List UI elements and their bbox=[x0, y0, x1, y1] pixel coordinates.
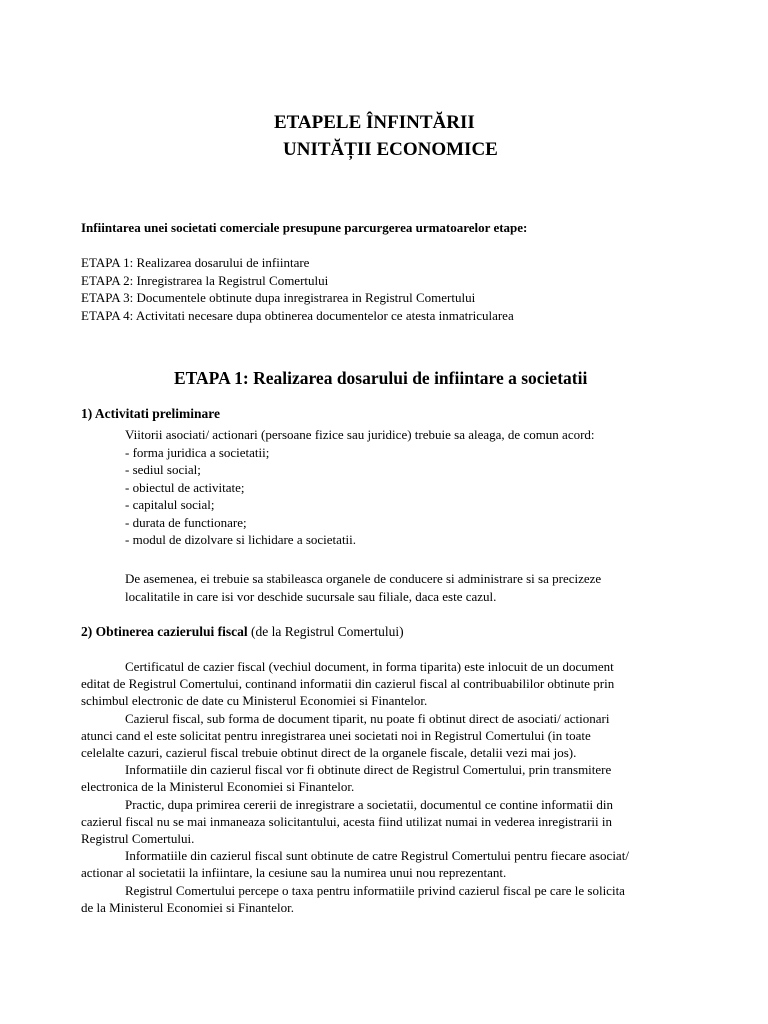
paragraph-line: Registrul Comertului percepe o taxa pentru informatiile privind cazierul fiscal pe care le solicita bbox=[125, 882, 625, 898]
step-item: ETAPA 3: Documentele obtinute dupa inregistrarea in Registrul Comertului bbox=[81, 290, 476, 305]
document-title-line-2: UNITĂȚII ECONOMICE bbox=[283, 139, 498, 160]
steps-list bbox=[81, 254, 514, 324]
list-line: - obiectul de activitate; bbox=[125, 479, 245, 495]
paragraph-line: schimbul electronic de date cu Ministerul Economiei si Finantelor. bbox=[81, 693, 428, 709]
note-line: localitatile in care isi vor deschide sucursale sau filiale, daca este cazul. bbox=[125, 588, 497, 604]
paragraph bbox=[81, 710, 708, 762]
paragraph-line: Practic, dupa primirea cererii de inregistrare a societatii, documentul ce contine informatii din bbox=[125, 796, 614, 812]
paragraph bbox=[81, 796, 708, 848]
list-line: Viitorii asociati/ actionari (persoane fizice sau juridice) trebuie sa aleaga, de comun acord: bbox=[125, 427, 595, 442]
subsection-1-heading: 1) Activitati preliminare bbox=[81, 406, 220, 421]
paragraph-line: cazierul fiscal nu se mai inmaneaza solicitantului, acesta fiind utilizat numai in vederea inregistrarii in bbox=[81, 813, 612, 829]
list-line: - modul de dizolvare si lichidare a societatii. bbox=[125, 532, 357, 547]
list-line: - durata de functionare; bbox=[125, 514, 247, 530]
paragraph-line: actionar al societatii la infiintare, la cesiune sau la numirea unui nou reprezentant. bbox=[81, 865, 507, 881]
list-line: - sediul social; bbox=[125, 462, 201, 477]
paragraph bbox=[81, 761, 708, 795]
paragraph-line: Informatiile din cazierul fiscal vor fi obtinute direct de Registrul Comertului, prin transmitere bbox=[125, 762, 612, 778]
step-item: ETAPA 1: Realizarea dosarului de infiintare bbox=[81, 255, 310, 270]
paragraph-line: editat de Registrul Comertului, continand informatii din cazierul fiscal al contribuabililor obtinute prin bbox=[81, 676, 615, 692]
subsection-2-heading-bold: 2) Obtinerea cazierului fiscal bbox=[81, 624, 248, 639]
subsection-2-heading bbox=[81, 624, 404, 640]
step-item: ETAPA 4: Activitati necesare dupa obtinerea documentelor ce atesta inmatricularea bbox=[81, 307, 514, 323]
document-title-line-1: ETAPELE ÎNFINTĂRII bbox=[274, 112, 475, 133]
fiscal-record-paragraphs bbox=[81, 658, 708, 916]
note-line: De asemenea, ei trebuie sa stabileasca organele de conducere si administrare si sa precizeze bbox=[125, 571, 602, 586]
paragraph bbox=[81, 882, 708, 916]
section-heading: ETAPA 1: Realizarea dosarului de infiintare a societatii bbox=[174, 368, 588, 388]
paragraph bbox=[81, 847, 708, 881]
paragraph-line: Informatiile din cazierul fiscal sunt obtinute de catre Registrul Comertului pentru fiecare asociat/ bbox=[125, 848, 629, 864]
preliminary-activities-list bbox=[125, 426, 595, 549]
paragraph-line: de la Ministerul Economiei si Finantelor. bbox=[81, 899, 295, 915]
intro-text: Infiintarea unei societati comerciale presupune parcurgerea urmatoarelor etape: bbox=[81, 220, 528, 235]
subsection-2-heading-note: (de la Registrul Comertului) bbox=[247, 624, 404, 639]
paragraph-line: Cazierul fiscal, sub forma de document tiparit, nu poate fi obtinut direct de asociati/ actionari bbox=[125, 710, 610, 726]
paragraph-line: celelalte cazuri, cazierul fiscal trebuie obtinut direct de la organele fiscale, detalii vezi mai jos). bbox=[81, 745, 577, 761]
paragraph bbox=[81, 658, 708, 710]
paragraph-line: Registrul Comertului. bbox=[81, 831, 195, 847]
step-item: ETAPA 2: Inregistrarea la Registrul Comertului bbox=[81, 272, 329, 288]
list-line: - forma juridica a societatii; bbox=[125, 444, 270, 460]
list-line: - capitalul social; bbox=[125, 497, 215, 512]
paragraph-line: Certificatul de cazier fiscal (vechiul document, in forma tiparita) este inlocuit de un document bbox=[125, 659, 614, 674]
preliminary-activities-note bbox=[125, 570, 601, 605]
paragraph-line: electronica de la Ministerul Economiei si Finantelor. bbox=[81, 779, 355, 795]
paragraph-line: atunci cand el este solicitat pentru inregistrarea unei societati noi in Registrul Comertului (in toate bbox=[81, 727, 591, 743]
